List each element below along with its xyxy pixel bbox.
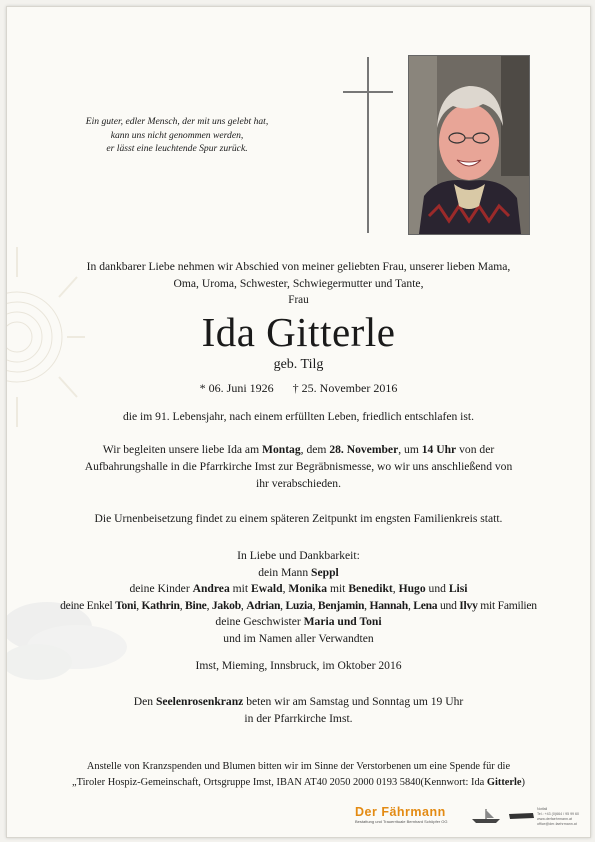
sibling-name: Maria [303,615,335,629]
text-run: „Tiroler Hospiz-Gemeinschaft, Ortsgruppe Imst, IBAN AT40 2050 2000 0193 5840(Kennwort: Ida [72,776,487,788]
funeral-time: 14 Uhr [421,443,457,456]
obituary-page [6,6,591,838]
intro-text [27,258,570,292]
child-name: Monika [288,582,328,596]
contact-line: Notfall [537,807,548,811]
intro-line: In dankbarer Liebe nehmen wir Abschied von meiner geliebten Frau, unserer lieben Mama, [86,260,511,273]
grandchild-name: Toni [115,598,137,612]
portrait-photo [408,55,530,235]
cross-icon [343,57,393,233]
passing-text: die im 91. Lebensjahr, nach einem erfüllten Leben, friedlich entschlafen ist. [122,410,475,423]
text-run: beten wir am Samstag und Sonntag um 19 Uhr [243,695,464,708]
quote-line: kann uns nicht genommen werden, [110,129,244,141]
text-run: deine Enkel [60,598,116,612]
text-run: , dem [300,443,330,456]
funeral-line: Aufbahrungshalle in die Pfarrkirche Imst zur Begräbnismesse, wo wir uns anschließend von [84,460,513,473]
text-run: , um [398,443,422,456]
coffin-icon [507,811,535,821]
birth-date: * 06. Juni 1926 [199,381,274,395]
grandchild-name: Lena [413,598,438,612]
family-husband [27,565,570,582]
sibling-name: Toni [359,615,382,629]
text-run: und [425,582,449,596]
grandchild-name: Benjamin [317,598,365,612]
deceased-name: Ida Gitterle [201,309,396,355]
family-relatives: und im Namen aller Verwandten [223,631,374,645]
grandchild-name: Ilvy [459,598,478,612]
name-separator: , [312,598,318,612]
family-heading: In Liebe und Dankbarkeit: [237,549,360,562]
name-separator: , [179,598,186,612]
family-siblings [27,614,570,631]
text-run: mit [327,582,349,596]
death-date: † 25. November 2016 [292,381,398,395]
text-run: mit Familien [477,598,537,612]
funeral-home-logo [355,805,465,824]
grandchild-name: Jakob [211,598,241,612]
rosary-bold: Seelenrosenkranz [155,695,244,708]
text-run: und [334,615,360,629]
place-and-date: Imst, Mieming, Innsbruck, im Oktober 2016 [195,659,402,672]
text-run: und [437,598,460,612]
child-name: Ewald [251,582,283,596]
child-name: Benedikt [348,582,393,596]
quote-line: er lässt eine leuchtende Spur zurück. [106,143,248,154]
funeral-line [27,441,570,458]
memorial-quote [57,115,297,156]
family-grandchildren [27,598,570,615]
birth-name: geb. Tilg [273,357,324,372]
boat-icon [470,807,502,825]
text-run: Wir begleiten unsere liebe Ida am [102,443,262,456]
grandchild-name: Adrian [246,598,281,612]
grandchild-name: Luzia [285,598,313,612]
rosary-line [27,693,570,710]
text-run: deine Geschwister [215,615,304,629]
logo-subtitle: Bestattung und Trauerrituale Bernhard Schöpfer OG [355,819,448,824]
name-separator: , [407,598,414,612]
quote-line: Ein guter, edler Mensch, der mit uns gelebt hat, [85,116,269,127]
grandchild-names [115,599,437,612]
logo-name: Der Fährmann [355,805,446,819]
grandchild-name: Hannah [369,598,408,612]
husband-name: Seppl [311,565,339,579]
child-name: Andrea [192,582,230,596]
name-separator: , [136,598,142,612]
name-separator: , [280,598,286,612]
portrait-illustration [409,56,529,234]
donation-line: Anstelle von Kranzspenden und Blumen bitten wir im Sinne der Verstorbenen um eine Spende für die [86,761,511,772]
life-dates [27,381,570,396]
name-separator: , [206,598,212,612]
name-separator: , [364,598,370,612]
text-run: deine Kinder [129,582,193,596]
text-run: von der [456,443,495,456]
funeral-text [27,441,570,492]
child-name: Lisi [448,582,468,596]
contact-line: Tel.: +43 (0)664 / 95 99 60 [537,812,580,816]
text-run: Den [133,695,156,708]
donation-bold: Gitterle [486,776,522,788]
contact-info [537,807,585,827]
contact-line: www.derfaehrmann.at office@der-faehrmann.at [537,817,577,826]
text-run: dein Mann [258,565,312,579]
family-list [27,548,570,648]
family-children [27,581,570,598]
rosary-text [27,693,570,727]
urn-text: Die Urnenbeisetzung findet zu einem späteren Zeitpunkt im engsten Familienkreis statt. [94,512,503,525]
donation-text [27,759,570,790]
grandchild-name: Bine [185,598,207,612]
text-run: mit [229,582,252,596]
grandchild-name: Kathrin [141,598,180,612]
text-run: ) [521,776,525,788]
text-run: , [392,582,399,596]
text-run: , [282,582,289,596]
funeral-date: 28. November [329,443,399,456]
funeral-day: Montag [262,443,301,456]
funeral-line: ihr verabschieden. [256,477,341,490]
intro-line: Oma, Uroma, Schwester, Schwiegermutter und Tante, [173,277,424,290]
rosary-line: in der Pfarrkirche Imst. [244,712,353,725]
salutation: Frau [288,294,309,306]
child-name: Hugo [398,582,426,596]
donation-line [27,775,570,791]
name-separator: , [240,598,247,612]
